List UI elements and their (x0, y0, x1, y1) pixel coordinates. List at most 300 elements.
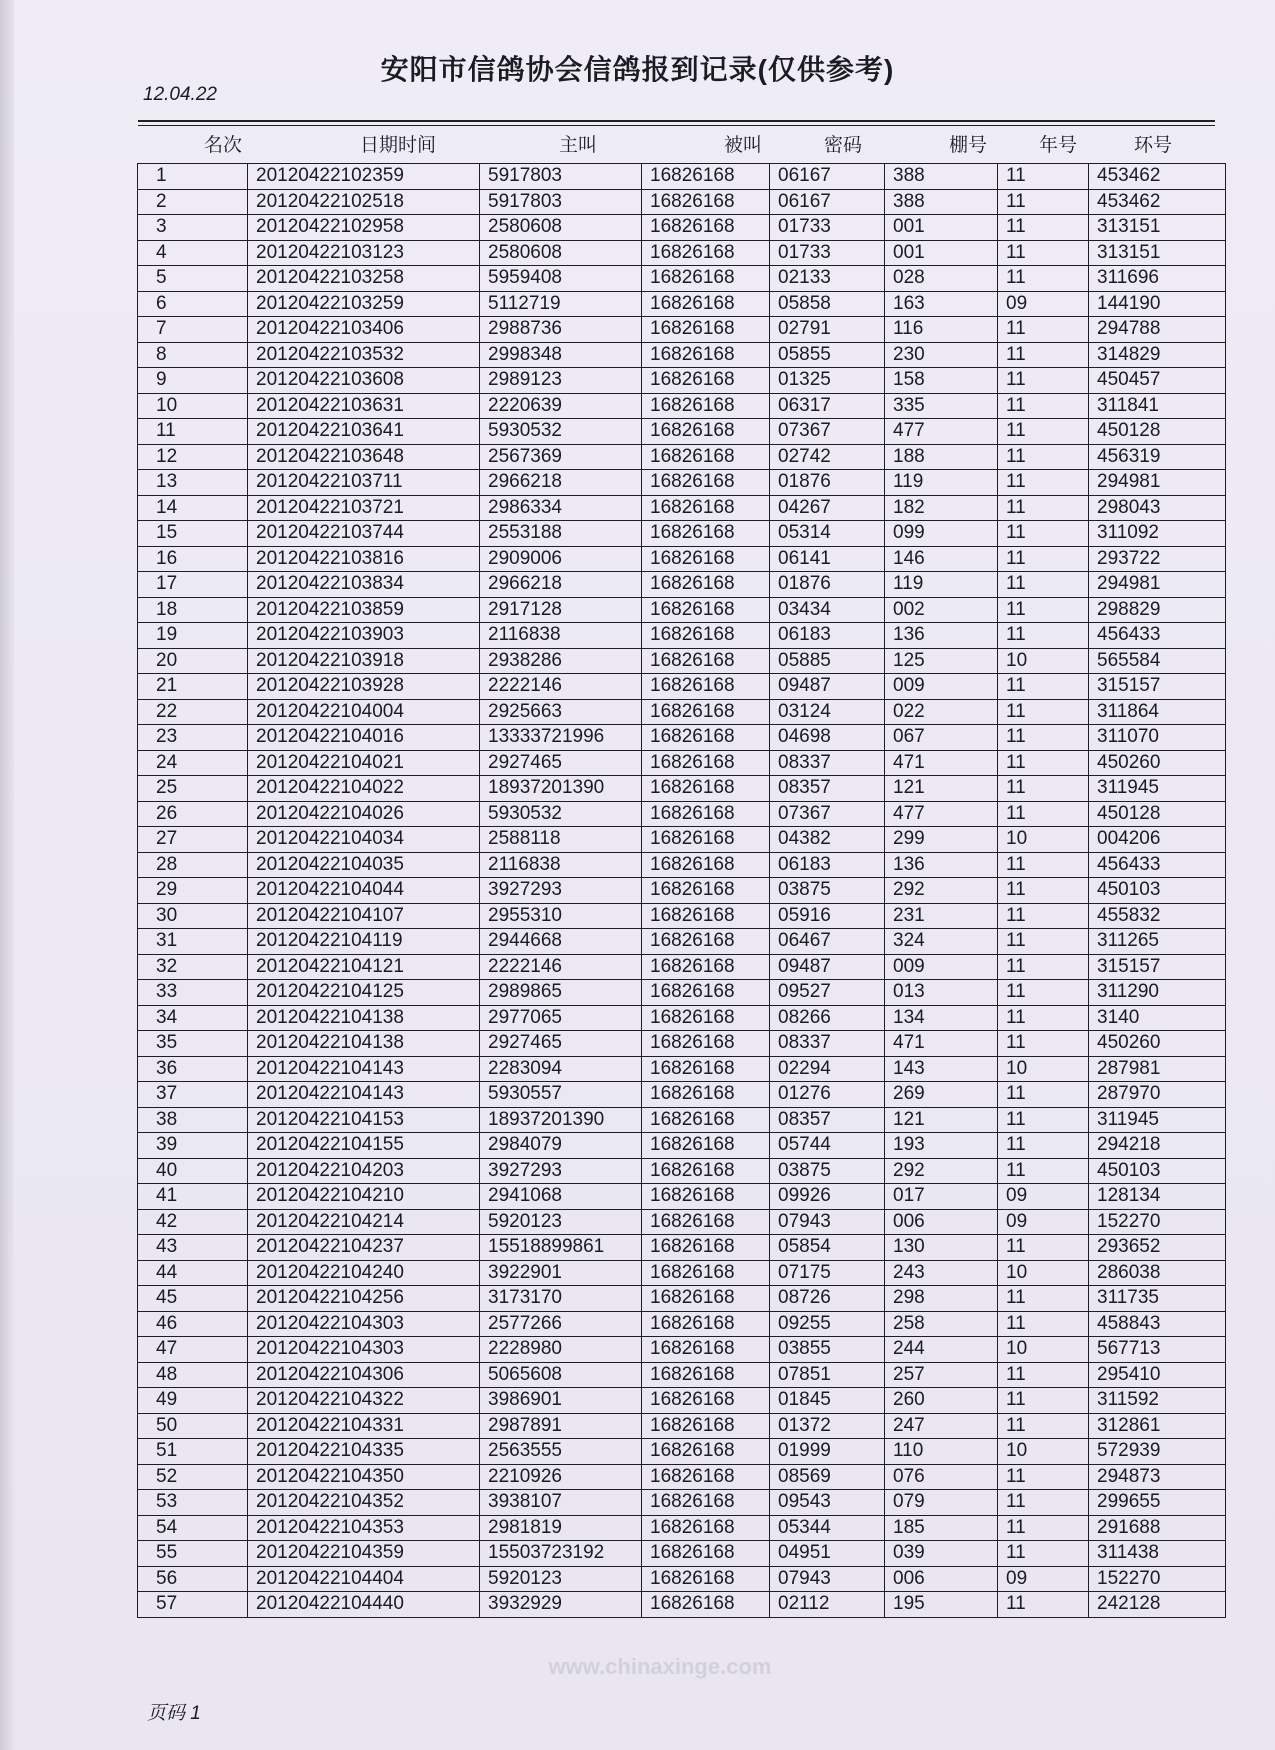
caller-cell: 5930532 (480, 801, 642, 827)
caller-cell: 2116838 (480, 852, 642, 878)
year-cell: 10 (998, 1056, 1089, 1082)
table-row (138, 980, 1226, 1006)
datetime-cell: 20120422102518 (248, 189, 480, 215)
callee-cell: 16826168 (642, 1082, 770, 1108)
table-row (138, 699, 1226, 725)
datetime-cell: 20120422103918 (248, 648, 480, 674)
loft-cell: 477 (885, 419, 998, 445)
code-cell: 08357 (770, 1107, 885, 1133)
loft-cell: 244 (885, 1337, 998, 1363)
code-cell: 01876 (770, 470, 885, 496)
datetime-cell: 20120422104440 (248, 1592, 480, 1618)
callee-cell: 16826168 (642, 215, 770, 241)
year-cell: 11 (998, 368, 1089, 394)
callee-cell: 16826168 (642, 1388, 770, 1414)
datetime-cell: 20120422104034 (248, 827, 480, 853)
year-cell: 11 (998, 164, 1089, 190)
caller-cell: 3986901 (480, 1388, 642, 1414)
caller-cell: 2966218 (480, 572, 642, 598)
table-row (138, 597, 1226, 623)
table-row (138, 189, 1226, 215)
rank-cell: 49 (138, 1388, 248, 1414)
datetime-cell: 20120422103903 (248, 623, 480, 649)
loft-cell: 299 (885, 827, 998, 853)
datetime-cell: 20120422103859 (248, 597, 480, 623)
caller-cell: 2925663 (480, 699, 642, 725)
rank-cell: 8 (138, 342, 248, 368)
loft-cell: 230 (885, 342, 998, 368)
datetime-cell: 20120422104331 (248, 1413, 480, 1439)
code-cell: 03855 (770, 1337, 885, 1363)
year-cell: 11 (998, 1286, 1089, 1312)
datetime-cell: 20120422104153 (248, 1107, 480, 1133)
loft-cell: 243 (885, 1260, 998, 1286)
ring-cell: 450457 (1089, 368, 1226, 394)
callee-cell: 16826168 (642, 189, 770, 215)
rank-cell: 7 (138, 317, 248, 343)
caller-cell: 3922901 (480, 1260, 642, 1286)
code-cell: 01325 (770, 368, 885, 394)
watermark: www.chinaxinge.com (548, 1654, 772, 1679)
caller-cell: 2210926 (480, 1464, 642, 1490)
code-cell: 01372 (770, 1413, 885, 1439)
loft-cell: 017 (885, 1184, 998, 1210)
callee-cell: 16826168 (642, 419, 770, 445)
table-row (138, 1566, 1226, 1592)
arrival-records-table (137, 163, 1226, 1618)
callee-cell: 16826168 (642, 1490, 770, 1516)
caller-cell: 2977065 (480, 1005, 642, 1031)
code-cell: 04698 (770, 725, 885, 751)
caller-cell: 2553188 (480, 521, 642, 547)
callee-cell: 16826168 (642, 317, 770, 343)
year-cell: 11 (998, 1133, 1089, 1159)
year-cell: 10 (998, 1337, 1089, 1363)
caller-cell: 2580608 (480, 240, 642, 266)
datetime-cell: 20120422104155 (248, 1133, 480, 1159)
year-cell: 11 (998, 699, 1089, 725)
ring-cell: 295410 (1089, 1362, 1226, 1388)
ring-cell: 128134 (1089, 1184, 1226, 1210)
loft-cell: 001 (885, 215, 998, 241)
table-row (138, 878, 1226, 904)
table-row (138, 419, 1226, 445)
loft-cell: 028 (885, 266, 998, 292)
datetime-cell: 20120422103608 (248, 368, 480, 394)
loft-cell: 121 (885, 776, 998, 802)
ring-cell: 287981 (1089, 1056, 1226, 1082)
callee-cell: 16826168 (642, 1337, 770, 1363)
report-date: 12.04.22 (143, 84, 217, 105)
datetime-cell: 20120422103631 (248, 393, 480, 419)
ring-cell: 293722 (1089, 546, 1226, 572)
ring-cell: 450103 (1089, 878, 1226, 904)
caller-cell: 2577266 (480, 1311, 642, 1337)
year-cell: 11 (998, 419, 1089, 445)
table-row (138, 470, 1226, 496)
loft-cell: 298 (885, 1286, 998, 1312)
rank-cell: 17 (138, 572, 248, 598)
year-cell: 11 (998, 1592, 1089, 1618)
code-cell: 03875 (770, 1158, 885, 1184)
table-row (138, 393, 1226, 419)
rank-cell: 1 (138, 164, 248, 190)
document-title: 安阳市信鸽协会信鸽报到记录(仅供参考) (380, 54, 895, 85)
code-cell: 07367 (770, 801, 885, 827)
year-cell: 09 (998, 1566, 1089, 1592)
callee-cell: 16826168 (642, 1311, 770, 1337)
table-body (138, 164, 1226, 1618)
loft-cell: 006 (885, 1566, 998, 1592)
year-cell: 11 (998, 623, 1089, 649)
rank-cell: 10 (138, 393, 248, 419)
callee-cell: 16826168 (642, 164, 770, 190)
callee-cell: 16826168 (642, 1056, 770, 1082)
year-cell: 11 (998, 1413, 1089, 1439)
code-cell: 09487 (770, 954, 885, 980)
loft-cell: 002 (885, 597, 998, 623)
rank-cell: 11 (138, 419, 248, 445)
callee-cell: 16826168 (642, 1515, 770, 1541)
year-cell: 10 (998, 1439, 1089, 1465)
callee-cell: 16826168 (642, 521, 770, 547)
datetime-cell: 20120422104214 (248, 1209, 480, 1235)
rank-cell: 20 (138, 648, 248, 674)
year-cell: 11 (998, 1158, 1089, 1184)
loft-cell: 388 (885, 164, 998, 190)
table-row (138, 1158, 1226, 1184)
year-cell: 11 (998, 801, 1089, 827)
table-row (138, 1056, 1226, 1082)
year-cell: 11 (998, 266, 1089, 292)
callee-cell: 16826168 (642, 1005, 770, 1031)
rank-cell: 31 (138, 929, 248, 955)
caller-cell: 18937201390 (480, 1107, 642, 1133)
loft-cell: 471 (885, 750, 998, 776)
rank-cell: 40 (138, 1158, 248, 1184)
code-cell: 07367 (770, 419, 885, 445)
table-row (138, 1107, 1226, 1133)
page-edge-shadow (0, 0, 14, 1750)
loft-cell: 116 (885, 317, 998, 343)
rank-cell: 26 (138, 801, 248, 827)
caller-cell: 2981819 (480, 1515, 642, 1541)
loft-cell: 146 (885, 546, 998, 572)
callee-cell: 16826168 (642, 240, 770, 266)
rank-cell: 32 (138, 954, 248, 980)
table-row (138, 827, 1226, 853)
code-cell: 05855 (770, 342, 885, 368)
code-cell: 05885 (770, 648, 885, 674)
caller-cell: 5920123 (480, 1209, 642, 1235)
ring-cell: 450128 (1089, 419, 1226, 445)
loft-cell: 110 (885, 1439, 998, 1465)
code-cell: 09255 (770, 1311, 885, 1337)
ring-cell: 572939 (1089, 1439, 1226, 1465)
loft-cell: 006 (885, 1209, 998, 1235)
callee-cell: 16826168 (642, 1286, 770, 1312)
ring-cell: 311735 (1089, 1286, 1226, 1312)
loft-cell: 143 (885, 1056, 998, 1082)
code-cell: 09487 (770, 674, 885, 700)
callee-cell: 16826168 (642, 470, 770, 496)
rank-cell: 34 (138, 1005, 248, 1031)
loft-cell: 185 (885, 1515, 998, 1541)
table-row (138, 1082, 1226, 1108)
callee-cell: 16826168 (642, 572, 770, 598)
callee-cell: 16826168 (642, 903, 770, 929)
loft-cell: 193 (885, 1133, 998, 1159)
caller-cell: 2938286 (480, 648, 642, 674)
datetime-cell: 20120422104203 (248, 1158, 480, 1184)
year-cell: 11 (998, 1107, 1089, 1133)
callee-cell: 16826168 (642, 1107, 770, 1133)
code-cell: 01733 (770, 240, 885, 266)
year-cell: 11 (998, 495, 1089, 521)
caller-cell: 5917803 (480, 164, 642, 190)
rank-cell: 19 (138, 623, 248, 649)
table-row (138, 317, 1226, 343)
rank-cell: 12 (138, 444, 248, 470)
table-row (138, 444, 1226, 470)
year-cell: 11 (998, 674, 1089, 700)
code-cell: 02294 (770, 1056, 885, 1082)
rank-cell: 39 (138, 1133, 248, 1159)
datetime-cell: 20120422104016 (248, 725, 480, 751)
ring-cell: 458843 (1089, 1311, 1226, 1337)
table-row (138, 929, 1226, 955)
loft-cell: 324 (885, 929, 998, 955)
caller-cell: 3927293 (480, 1158, 642, 1184)
table-row (138, 852, 1226, 878)
ring-cell: 294981 (1089, 572, 1226, 598)
code-cell: 08569 (770, 1464, 885, 1490)
datetime-cell: 20120422104404 (248, 1566, 480, 1592)
year-cell: 09 (998, 1209, 1089, 1235)
datetime-cell: 20120422103258 (248, 266, 480, 292)
datetime-cell: 20120422104359 (248, 1541, 480, 1567)
ring-cell: 294981 (1089, 470, 1226, 496)
code-cell: 08357 (770, 776, 885, 802)
rank-cell: 22 (138, 699, 248, 725)
caller-cell: 3927293 (480, 878, 642, 904)
table-row (138, 1337, 1226, 1363)
caller-cell: 5112719 (480, 291, 642, 317)
callee-cell: 16826168 (642, 623, 770, 649)
column-header-loft: 棚号 (948, 135, 987, 156)
callee-cell: 16826168 (642, 699, 770, 725)
year-cell: 11 (998, 470, 1089, 496)
year-cell: 11 (998, 1515, 1089, 1541)
loft-cell: 125 (885, 648, 998, 674)
caller-cell: 2927465 (480, 1031, 642, 1057)
ring-cell: 311864 (1089, 699, 1226, 725)
code-cell: 08337 (770, 1031, 885, 1057)
table-row (138, 1388, 1226, 1414)
column-header-callee: 被叫 (723, 135, 762, 156)
caller-cell: 3938107 (480, 1490, 642, 1516)
loft-cell: 009 (885, 674, 998, 700)
caller-cell: 2228980 (480, 1337, 642, 1363)
code-cell: 04267 (770, 495, 885, 521)
table-row (138, 1592, 1226, 1618)
column-header-datetime: 日期时间 (359, 135, 436, 156)
year-cell: 11 (998, 189, 1089, 215)
caller-cell: 5065608 (480, 1362, 642, 1388)
ring-cell: 294873 (1089, 1464, 1226, 1490)
ring-cell: 294218 (1089, 1133, 1226, 1159)
table-row (138, 291, 1226, 317)
year-cell: 11 (998, 1362, 1089, 1388)
ring-cell: 311290 (1089, 980, 1226, 1006)
table-row (138, 495, 1226, 521)
rank-cell: 33 (138, 980, 248, 1006)
year-cell: 11 (998, 317, 1089, 343)
rank-cell: 16 (138, 546, 248, 572)
ring-cell: 453462 (1089, 189, 1226, 215)
datetime-cell: 20120422104026 (248, 801, 480, 827)
callee-cell: 16826168 (642, 1541, 770, 1567)
callee-cell: 16826168 (642, 444, 770, 470)
ring-cell: 152270 (1089, 1566, 1226, 1592)
code-cell: 06141 (770, 546, 885, 572)
caller-cell: 2917128 (480, 597, 642, 623)
rank-cell: 30 (138, 903, 248, 929)
callee-cell: 16826168 (642, 929, 770, 955)
code-cell: 05314 (770, 521, 885, 547)
caller-cell: 15503723192 (480, 1541, 642, 1567)
callee-cell: 16826168 (642, 495, 770, 521)
table-row (138, 954, 1226, 980)
year-cell: 11 (998, 444, 1089, 470)
table-row (138, 1235, 1226, 1261)
loft-cell: 258 (885, 1311, 998, 1337)
loft-cell: 188 (885, 444, 998, 470)
callee-cell: 16826168 (642, 980, 770, 1006)
ring-cell: 294788 (1089, 317, 1226, 343)
loft-cell: 292 (885, 878, 998, 904)
code-cell: 07943 (770, 1209, 885, 1235)
table-row (138, 1541, 1226, 1567)
callee-cell: 16826168 (642, 1031, 770, 1057)
code-cell: 06183 (770, 852, 885, 878)
code-cell: 05744 (770, 1133, 885, 1159)
year-cell: 11 (998, 393, 1089, 419)
table-row (138, 1439, 1226, 1465)
loft-cell: 099 (885, 521, 998, 547)
year-cell: 11 (998, 546, 1089, 572)
callee-cell: 16826168 (642, 1566, 770, 1592)
datetime-cell: 20120422104256 (248, 1286, 480, 1312)
table-row (138, 1413, 1226, 1439)
table-row (138, 648, 1226, 674)
table-row (138, 521, 1226, 547)
callee-cell: 16826168 (642, 954, 770, 980)
code-cell: 02112 (770, 1592, 885, 1618)
year-cell: 11 (998, 750, 1089, 776)
loft-cell: 257 (885, 1362, 998, 1388)
ring-cell: 313151 (1089, 240, 1226, 266)
callee-cell: 16826168 (642, 1413, 770, 1439)
callee-cell: 16826168 (642, 776, 770, 802)
loft-cell: 039 (885, 1541, 998, 1567)
callee-cell: 16826168 (642, 801, 770, 827)
rank-cell: 13 (138, 470, 248, 496)
code-cell: 02791 (770, 317, 885, 343)
datetime-cell: 20120422103928 (248, 674, 480, 700)
loft-cell: 134 (885, 1005, 998, 1031)
rank-cell: 54 (138, 1515, 248, 1541)
loft-cell: 182 (885, 495, 998, 521)
rank-cell: 4 (138, 240, 248, 266)
table-row (138, 1184, 1226, 1210)
callee-cell: 16826168 (642, 1158, 770, 1184)
table-row (138, 215, 1226, 241)
ring-cell: 286038 (1089, 1260, 1226, 1286)
caller-cell: 2580608 (480, 215, 642, 241)
table-row (138, 725, 1226, 751)
year-cell: 11 (998, 776, 1089, 802)
code-cell: 02133 (770, 266, 885, 292)
column-header-ring: 环号 (1133, 135, 1172, 156)
datetime-cell: 20120422104237 (248, 1235, 480, 1261)
datetime-cell: 20120422104044 (248, 878, 480, 904)
callee-cell: 16826168 (642, 546, 770, 572)
table-row (138, 750, 1226, 776)
rank-cell: 25 (138, 776, 248, 802)
datetime-cell: 20120422104350 (248, 1464, 480, 1490)
ring-cell: 3140 (1089, 1005, 1226, 1031)
datetime-cell: 20120422104021 (248, 750, 480, 776)
year-cell: 11 (998, 572, 1089, 598)
ring-cell: 312861 (1089, 1413, 1226, 1439)
rank-cell: 50 (138, 1413, 248, 1439)
year-cell: 11 (998, 521, 1089, 547)
caller-cell: 13333721996 (480, 725, 642, 751)
loft-cell: 269 (885, 1082, 998, 1108)
datetime-cell: 20120422104240 (248, 1260, 480, 1286)
year-cell: 11 (998, 903, 1089, 929)
table-row (138, 164, 1226, 190)
year-cell: 11 (998, 1005, 1089, 1031)
datetime-cell: 20120422104138 (248, 1031, 480, 1057)
ring-cell: 453462 (1089, 164, 1226, 190)
loft-cell: 022 (885, 699, 998, 725)
datetime-cell: 20120422103532 (248, 342, 480, 368)
rank-cell: 37 (138, 1082, 248, 1108)
datetime-cell: 20120422103834 (248, 572, 480, 598)
ring-cell: 242128 (1089, 1592, 1226, 1618)
code-cell: 09543 (770, 1490, 885, 1516)
rank-cell: 38 (138, 1107, 248, 1133)
year-cell: 11 (998, 1031, 1089, 1057)
ring-cell: 144190 (1089, 291, 1226, 317)
datetime-cell: 20120422104353 (248, 1515, 480, 1541)
code-cell: 08726 (770, 1286, 885, 1312)
code-cell: 06467 (770, 929, 885, 955)
table-row (138, 801, 1226, 827)
column-header-rank: 名次 (203, 135, 242, 156)
year-cell: 11 (998, 1490, 1089, 1516)
rank-cell: 55 (138, 1541, 248, 1567)
loft-cell: 471 (885, 1031, 998, 1057)
code-cell: 03875 (770, 878, 885, 904)
caller-cell: 2588118 (480, 827, 642, 853)
code-cell: 07851 (770, 1362, 885, 1388)
ring-cell: 315157 (1089, 954, 1226, 980)
rank-cell: 29 (138, 878, 248, 904)
datetime-cell: 20120422104138 (248, 1005, 480, 1031)
